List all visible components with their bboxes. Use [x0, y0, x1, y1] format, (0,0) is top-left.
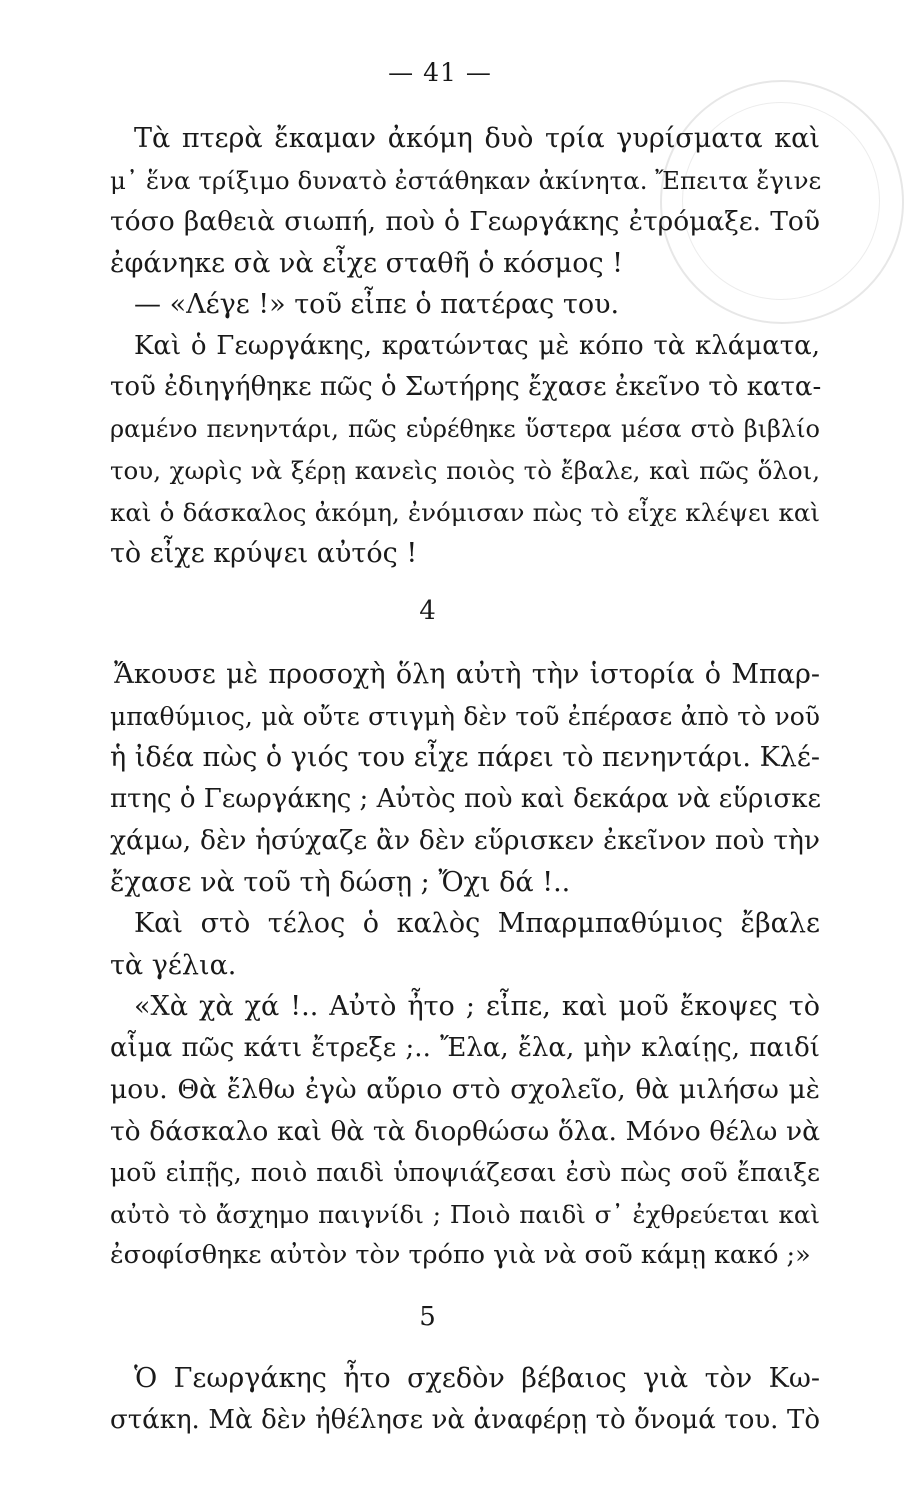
- text-line: αὐτὸ τὸ ἄσχημο παιγνίδι ; Ποιὸ παιδὶ σ᾽ ἐχθρεύεται καὶ: [110, 1199, 820, 1229]
- text-line: ἐφάνηκε σὰ νὰ εἶχε σταθῆ ὁ κόσμος !: [110, 247, 624, 279]
- text-line: Καὶ ὁ Γεωργάκης, κρατώντας μὲ κόπο τὰ κλάματα,: [134, 330, 820, 361]
- text-line: του, χωρὶς νὰ ξέρῃ κανεὶς ποιὸς τὸ ἔβαλε, καὶ πῶς ὅλοι,: [110, 456, 820, 485]
- text-line: μπαθύμιος, μὰ οὔτε στιγμὴ δὲν τοῦ ἐπέρασε ἀπὸ τὸ νοῦ: [110, 701, 820, 731]
- text-line: Τὰ πτερὰ ἔκαμαν ἀκόμη δυὸ τρία γυρίσματα καὶ: [134, 123, 820, 154]
- text-line: Ἄκουσε μὲ προσοχὴ ὅλη αὐτὴ τὴν ἱστορία ὁ Μπαρ-: [114, 659, 820, 690]
- text-line: πτης ὁ Γεωργάκης ; Αὐτὸς ποὺ καὶ δεκάρα νὰ εὕρισκε: [110, 783, 821, 814]
- text-line: ἡ ἰδέα πὼς ὁ γιός του εἶχε πάρει τὸ πενηντάρι. Κλέ-: [110, 742, 820, 773]
- text-line: στάκη. Μὰ δὲν ἠθέλησε νὰ ἀναφέρῃ τὸ ὄνομά του. Τὸ: [110, 1404, 820, 1435]
- text-line: ἐσοφίσθηκε αὐτὸν τὸν τρόπο γιὰ νὰ σοῦ κάμῃ κακό ;»: [110, 1240, 811, 1270]
- text-line: τὸ εἶχε κρύψει αὐτός !: [110, 538, 418, 569]
- text-line: αἷμα πῶς κάτι ἔτρεξε ;.. Ἔλα, ἔλα, μὴν κλαίῃς, παιδί: [110, 1032, 820, 1063]
- text-block-2: [110, 654, 820, 1277]
- text-line: ραμένο πενηντάρι, πῶς εὑρέθηκε ὕστερα μέσα στὸ βιβλίο: [110, 414, 820, 443]
- text-line: τὸ δάσκαλο καὶ θὰ τὰ διορθώσω ὅλα. Μόνο θέλω νὰ: [110, 1115, 820, 1147]
- text-line: ἔχασε νὰ τοῦ τὴ δώσῃ ; Ὄχι δά !..: [110, 866, 571, 898]
- text-line: μου. Θὰ ἔλθω ἐγὼ αὔριο στὸ σχολεῖο, θὰ μιλήσω μὲ: [110, 1074, 820, 1105]
- text-line: μ᾽ ἕνα τρίξιμο δυνατὸ ἐστάθηκαν ἀκίνητα. Ἔπειτα ἔγινε: [110, 165, 822, 195]
- text-line: χάμω, δὲν ἡσύχαζε ἂν δὲν εὕρισκεν ἐκεῖνον ποὺ τὴν: [110, 825, 820, 856]
- page-number: — 41 —: [388, 58, 492, 87]
- text-line: μοῦ εἰπῇς, ποιὸ παιδὶ ὑποψιάζεσαι ἐσὺ πὼς σοῦ ἔπαιξε: [110, 1158, 820, 1187]
- section-number-4: 4: [419, 596, 436, 626]
- text-block-1: [110, 118, 820, 575]
- text-line: καὶ ὁ δάσκαλος ἀκόμη, ἐνόμισαν πὼς τὸ εἶχε κλέψει καὶ: [110, 497, 820, 527]
- text-line: τὰ γέλια.: [110, 949, 237, 981]
- text-line: τόσο βαθειὰ σιωπή, ποὺ ὁ Γεωργάκης ἐτρόμαξε. Τοῦ: [110, 206, 820, 237]
- text-block-3: [110, 1358, 820, 1441]
- text-line: Καὶ στὸ τέλος ὁ καλὸς Μπαρμπαθύμιος ἔβαλε: [134, 908, 820, 939]
- section-number-5: 5: [419, 1302, 436, 1332]
- text-line: Ὁ Γεωργάκης ἦτο σχεδὸν βέβαιος γιὰ τὸν Κω-: [134, 1363, 820, 1394]
- text-line: τοῦ ἐδιηγήθηκε πῶς ὁ Σωτήρης ἔχασε ἐκεῖνο τὸ κατα-: [110, 372, 822, 402]
- text-line: «Χὰ χὰ χά !.. Αὐτὸ ἦτο ; εἶπε, καὶ μοῦ ἔκοψες τὸ: [134, 991, 820, 1022]
- text-line: — «Λέγε !» τοῦ εἶπε ὁ πατέρας του.: [134, 289, 620, 320]
